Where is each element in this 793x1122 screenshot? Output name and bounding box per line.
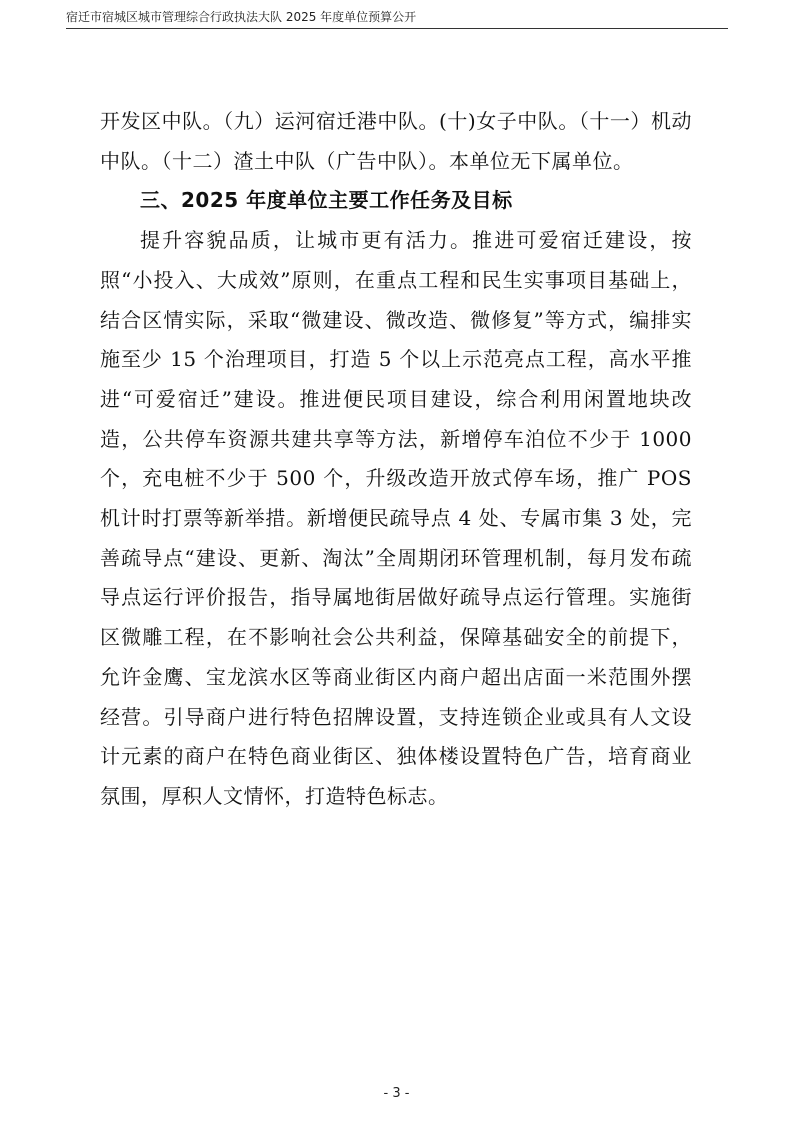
continuation-paragraph: 开发区中队。（九）运河宿迁港中队。(十)女子中队。（十一）机动中队。（十二）渣土中队（广告中队）。本单位无下属单位。	[100, 109, 692, 173]
main-paragraph: 提升容貌品质，让城市更有活力。推进可爱宿迁建设，按照“小投入、大成效”原则，在重点工程和民生实事项目基础上，结合区情实际，采取“微建设、微改造、微修复”等方式，编排实施至少 15 个治理项目，打造 5 个以上示范亮点工程，高水平推进“可爱宿迁”建设。推进便民项目建设，综合利用闲置地块改造，公共停车资源共建共享等方法，新增停车泊位不少于 1000 个，充电桩不少于 500 个，升级改造开放式停车场，推广 POS 机计时打票等新举措。新增便民疏导点 4 处、专属市集 3 处，完善疏导点“建设、更新、淘汰”全周期闭环管理机制，每月发布疏导点运行评价报告，指导属地街居做好疏导点运行管理。实施街区微雕工程，在不影响社会公共利益，保障基础安全的前提下，允许金鹰、宝龙滨水区等商业街区内商户超出店面一米范围外摆经营。引导商户进行特色招牌设置，支持连锁企业或具有人文设计元素的商户在特色商业街区、独体楼设置特色广告，培育商业氛围，厚积人文情怀，打造特色标志。	[100, 228, 692, 808]
page-header	[66, 8, 728, 29]
section-heading: 三、2025 年度单位主要工作任务及目标	[140, 188, 513, 213]
document-body	[100, 102, 692, 817]
header-title: 宿迁市宿城区城市管理综合行政执法大队 2025 年度单位预算公开	[66, 10, 417, 24]
page-number: - 3 -	[383, 1086, 410, 1101]
